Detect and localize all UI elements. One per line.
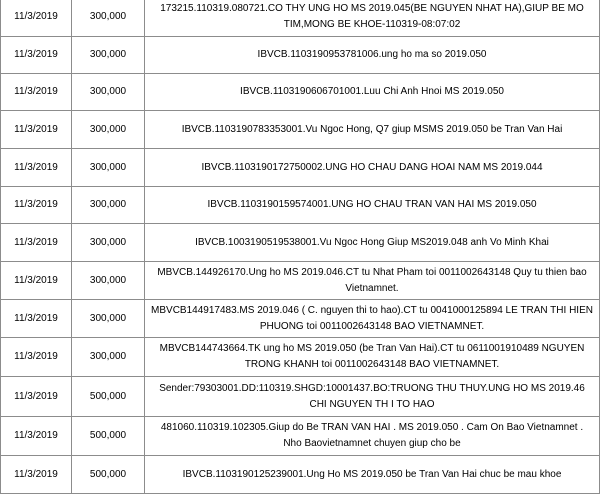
table-row — [1, 224, 600, 262]
description-cell: IBVCB.1003190519538001.Vu Ngoc Hong Giup MS2019.048 anh Vo Minh Khai — [145, 224, 600, 262]
description-cell: IBVCB.1103190953781006.ung ho ma so 2019.050 — [145, 37, 600, 74]
table-row — [1, 111, 600, 149]
description-cell: MBVCB.144926170.Ung ho MS 2019.046.CT tu Nhat Pham toi 0011002643148 Quy tu thien bao Vietnamnet. — [145, 262, 600, 300]
date-cell: 11/3/2019 — [1, 300, 72, 338]
table-row — [1, 262, 600, 300]
date-cell: 11/3/2019 — [1, 417, 72, 456]
description-cell: MBVCB144917483.MS 2019.046 ( C. nguyen thi to hao).CT tu 0041000125894 LE TRAN THI HIEN PHUONG toi 0011002643148 BAO VIETNAMNET. — [145, 300, 600, 338]
date-cell: 11/3/2019 — [1, 111, 72, 149]
date-cell: 11/3/2019 — [1, 262, 72, 300]
description-cell: Sender:79303001.DD:110319.SHGD:10001437.BO:TRUONG THU THUY.UNG HO MS 2019.46 CHI NGUYEN TH I TO HAO — [145, 377, 600, 417]
table-row — [1, 149, 600, 187]
description-cell: IBVCB.1103190159574001.UNG HO CHAU TRAN VAN HAI MS 2019.050 — [145, 187, 600, 224]
amount-cell: 500,000 — [72, 456, 145, 494]
table-row — [1, 37, 600, 74]
amount-cell: 300,000 — [72, 37, 145, 74]
amount-cell: 500,000 — [72, 377, 145, 417]
description-cell: IBVCB.1103190172750002.UNG HO CHAU DANG HOAI NAM MS 2019.044 — [145, 149, 600, 187]
description-cell: 173215.110319.080721.CO THY UNG HO MS 2019.045(BE NGUYEN NHAT HA),GIUP BE MO TIM,MONG BE KHOE-110319-08:07:02 — [145, 0, 600, 37]
amount-cell: 300,000 — [72, 149, 145, 187]
description-cell: IBVCB.1103190606701001.Luu Chi Anh Hnoi MS 2019.050 — [145, 74, 600, 111]
table-row — [1, 74, 600, 111]
date-cell: 11/3/2019 — [1, 187, 72, 224]
table-row — [1, 377, 600, 417]
amount-cell: 300,000 — [72, 0, 145, 37]
amount-cell: 300,000 — [72, 224, 145, 262]
amount-cell: 500,000 — [72, 417, 145, 456]
table-row — [1, 417, 600, 456]
amount-cell: 300,000 — [72, 74, 145, 111]
table-row — [1, 338, 600, 377]
amount-cell: 300,000 — [72, 338, 145, 377]
date-cell: 11/3/2019 — [1, 456, 72, 494]
date-cell: 11/3/2019 — [1, 149, 72, 187]
donation-table-body — [1, 0, 600, 494]
amount-cell: 300,000 — [72, 187, 145, 224]
amount-cell: 300,000 — [72, 262, 145, 300]
table-row — [1, 187, 600, 224]
amount-cell: 300,000 — [72, 300, 145, 338]
table-row — [1, 0, 600, 37]
date-cell: 11/3/2019 — [1, 224, 72, 262]
date-cell: 11/3/2019 — [1, 37, 72, 74]
table-row — [1, 456, 600, 494]
date-cell: 11/3/2019 — [1, 377, 72, 417]
amount-cell: 300,000 — [72, 111, 145, 149]
date-cell: 11/3/2019 — [1, 74, 72, 111]
description-cell: 481060.110319.102305.Giup do Be TRAN VAN HAI . MS 2019.050 . Cam On Bao Vietnamnet . Nho Baovietnamnet chuyen giup cho be — [145, 417, 600, 456]
date-cell: 11/3/2019 — [1, 338, 72, 377]
description-cell: MBVCB144743664.TK ung ho MS 2019.050 (be Tran Van Hai).CT tu 0611001910489 NGUYEN TRONG KHANH toi 0011002643148 BAO VIETNAMNET. — [145, 338, 600, 377]
description-cell: IBVCB.1103190783353001.Vu Ngoc Hong, Q7 giup MSMS 2019.050 be Tran Van Hai — [145, 111, 600, 149]
table-row — [1, 300, 600, 338]
date-cell: 11/3/2019 — [1, 0, 72, 37]
description-cell: IBVCB.1103190125239001.Ung Ho MS 2019.050 be Tran Van Hai chuc be mau khoe — [145, 456, 600, 494]
